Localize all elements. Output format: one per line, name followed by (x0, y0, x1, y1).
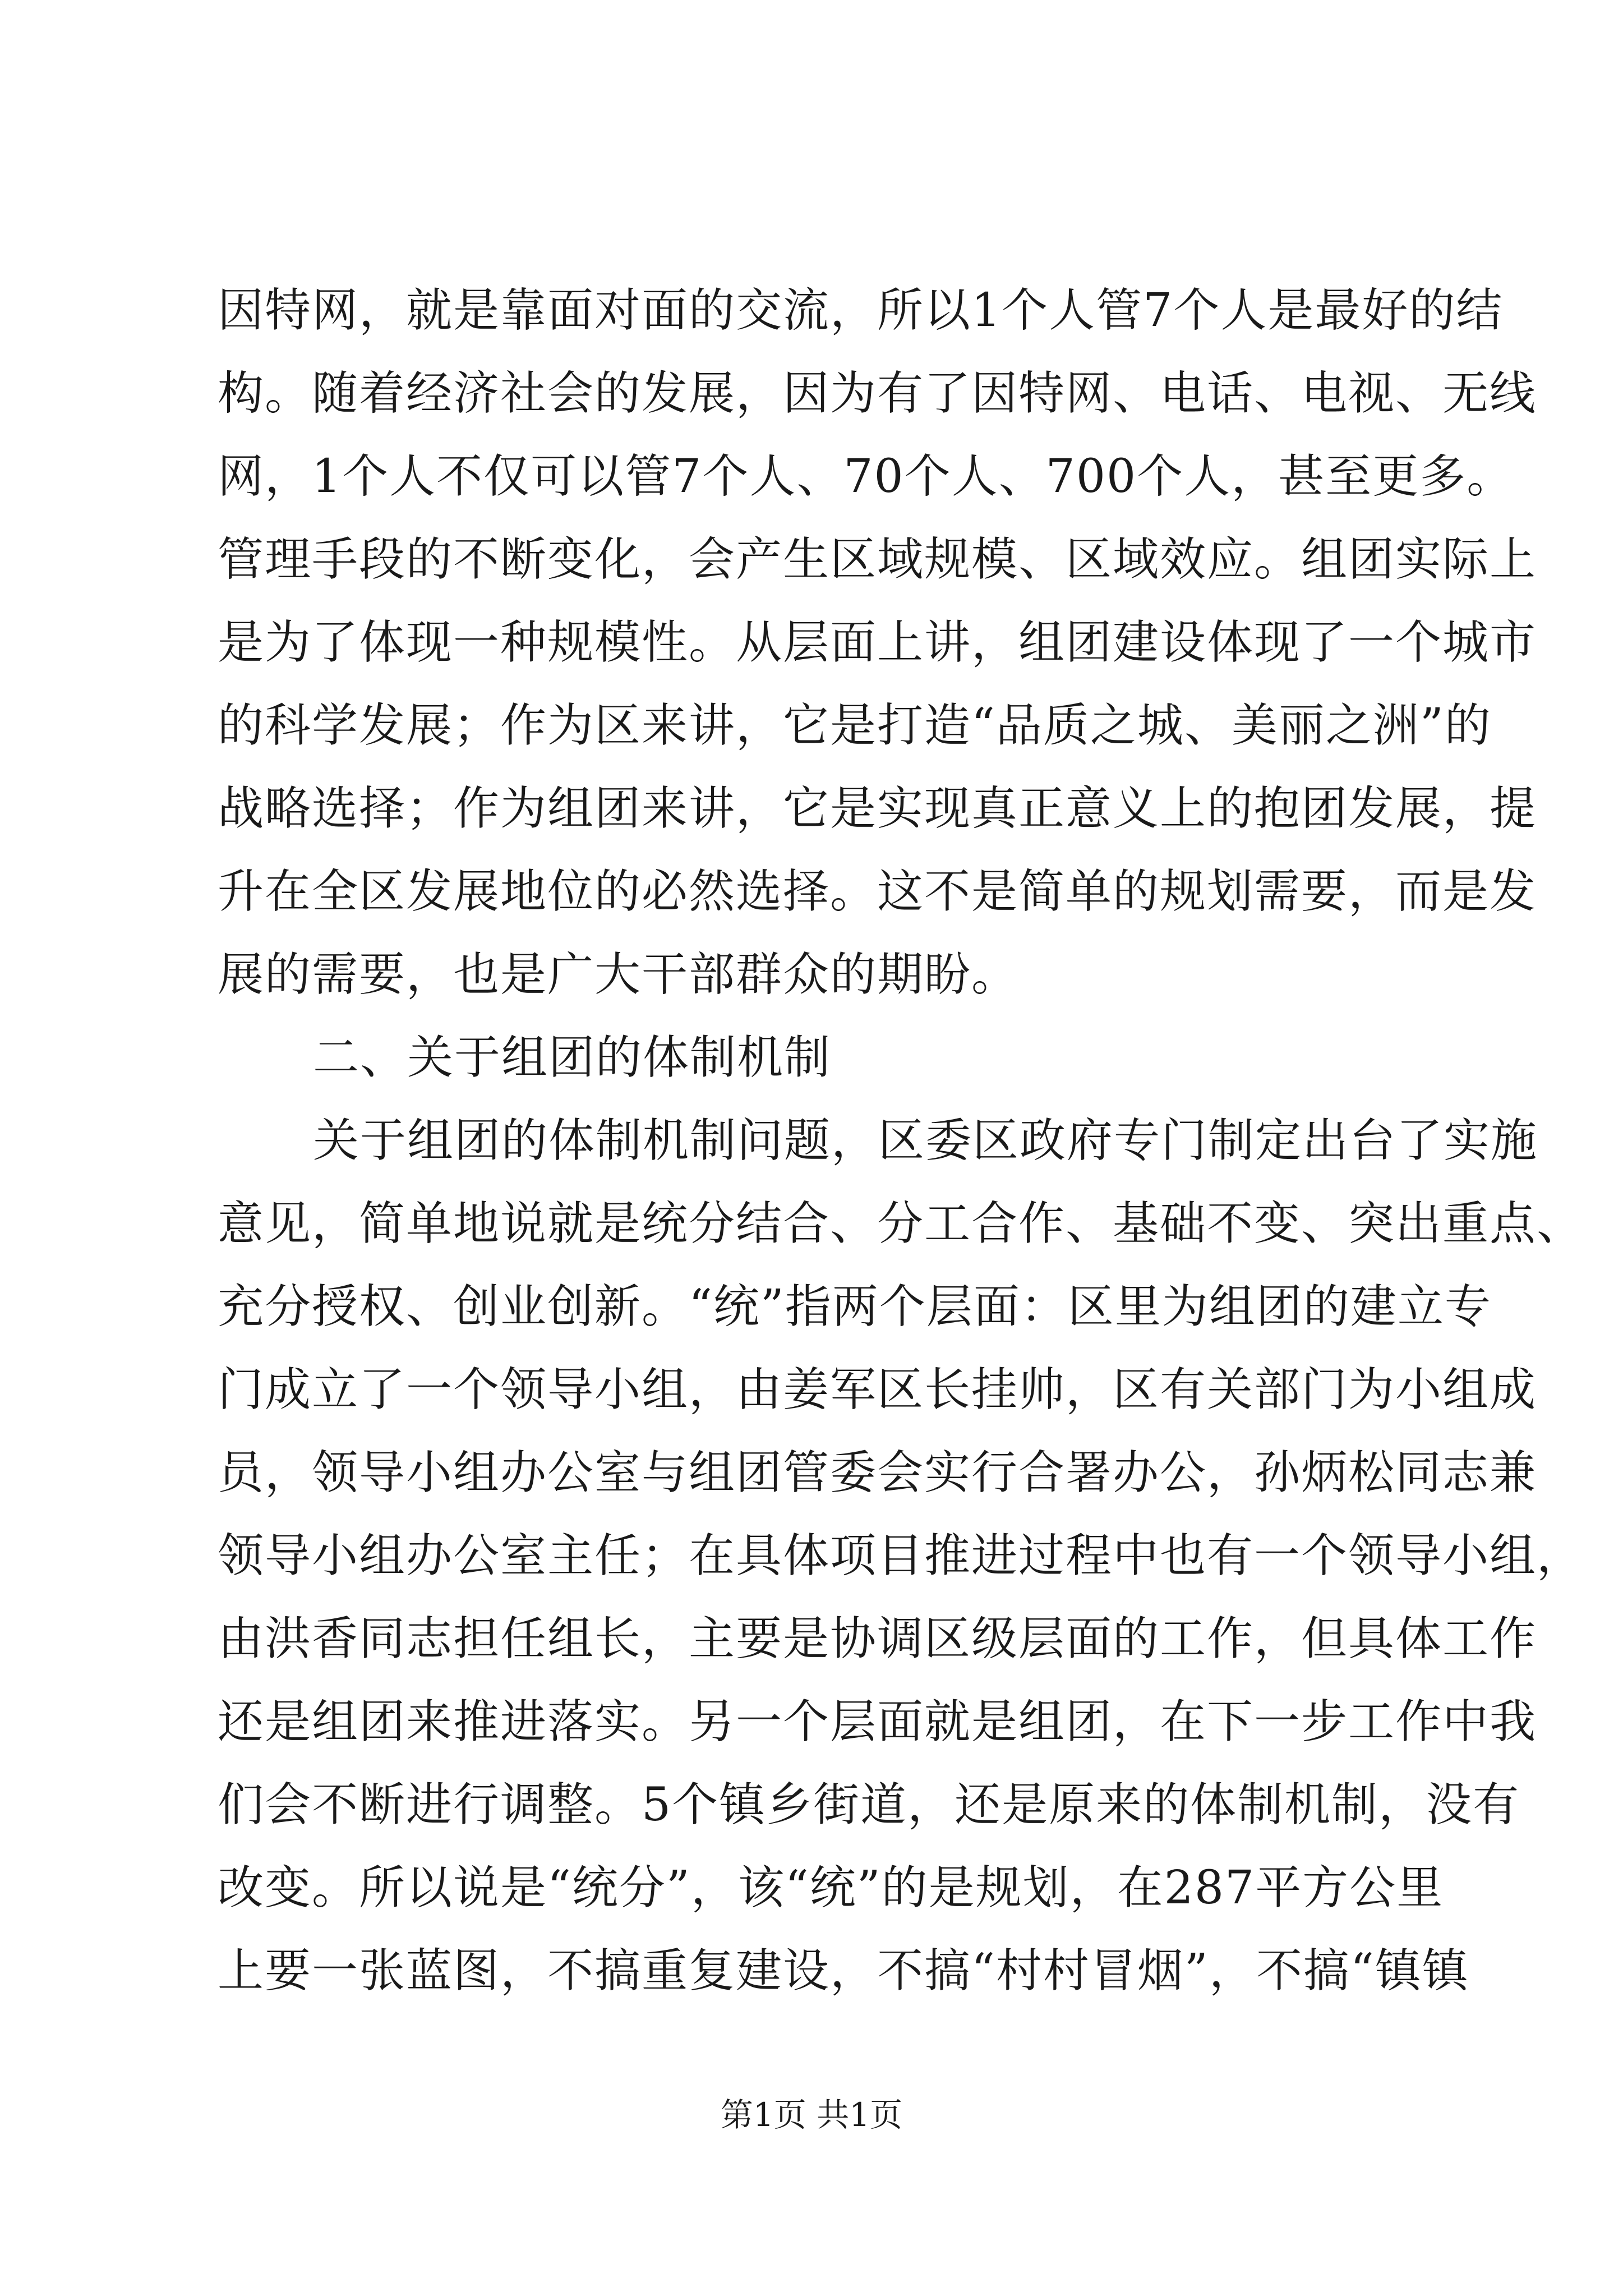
text-line: 升在全区发展地位的必然选择。这不是简单的规划需要，而是发 (218, 865, 1537, 918)
text-line: 员，领导小组办公室与组团管委会实行合署办公，孙炳松同志兼 (218, 1446, 1537, 1499)
text-line: 上要一张蓝图，不搞重复建设，不搞“村村冒烟”，不搞“镇镇 (218, 1944, 1469, 1998)
text-line: 展的需要，也是广大干部群众的期盼。 (218, 948, 1019, 1001)
text-line: 改变。所以说是“统分”，该“统”的是规划，在287平方公里 (218, 1861, 1444, 1915)
text-line: 关于组团的体制机制问题，区委区政府专门制定出台了实施 (313, 1114, 1538, 1167)
page-footer: 第1页 共1页 (720, 2096, 903, 2134)
text-line: 管理手段的不断变化，会产生区域规模、区域效应。组团实际上 (218, 533, 1537, 586)
text-line: 领导小组办公室主任；在具体项目推进过程中也有一个领导小组， (218, 1529, 1584, 1582)
body-text (218, 269, 1584, 2013)
text-line: 的科学发展；作为区来讲，它是打造“品质之城、美丽之洲”的 (218, 699, 1492, 752)
text-line: 构。随着经济社会的发展，因为有了因特网、电话、电视、无线 (218, 367, 1537, 420)
text-line: 战略选择；作为组团来讲，它是实现真正意义上的抱团发展，提 (218, 782, 1537, 835)
text-line: 还是组团来推进落实。另一个层面就是组团，在下一步工作中我 (218, 1695, 1537, 1749)
text-line: 门成立了一个领导小组，由姜军区长挂帅，区有关部门为小组成 (218, 1363, 1537, 1416)
text-line: 因特网，就是靠面对面的交流，所以1个人管7个人是最好的结 (218, 284, 1504, 337)
text-line: 由洪香同志担任组长，主要是协调区级层面的工作，但具体工作 (218, 1612, 1537, 1665)
text-line: 们会不断进行调整。5个镇乡街道，还是原来的体制机制，没有 (218, 1778, 1520, 1832)
text-line: 意见，简单地说就是统分结合、分工合作、基础不变、突出重点、 (218, 1197, 1584, 1250)
text-line: 充分授权、创业创新。“统”指两个层面：区里为组团的建立专 (218, 1280, 1492, 1333)
section-heading: 二、关于组团的体制机制 (313, 1031, 832, 1084)
text-line: 网，1个人不仅可以管7个人、70个人、700个人，甚至更多。 (218, 450, 1514, 503)
text-line: 是为了体现一种规模性。从层面上讲，组团建设体现了一个城市 (218, 616, 1537, 669)
